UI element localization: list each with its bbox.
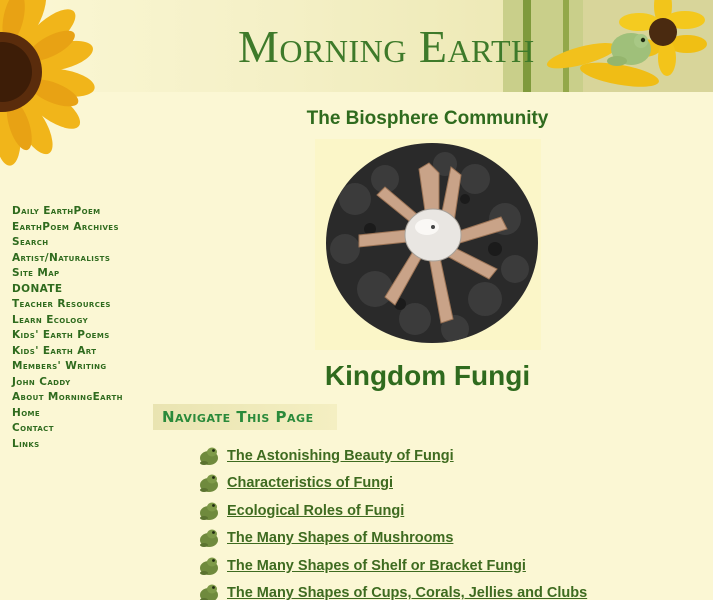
- frog-icon: [198, 445, 220, 467]
- site-title[interactable]: Morning Earth: [238, 21, 535, 72]
- frog-icon: [198, 472, 220, 494]
- earthstar-fungus-image: [315, 139, 541, 350]
- sidebar-item-earthpoem-archives[interactable]: EarthPoem Archives: [12, 220, 119, 233]
- link-shapes-mushrooms[interactable]: The Many Shapes of Mushrooms: [227, 530, 454, 547]
- page-link-list: [198, 442, 698, 600]
- sidebar-item-search[interactable]: Search: [12, 236, 49, 248]
- navigate-section-label: Navigate This Page: [153, 404, 337, 430]
- frog-icon: [198, 555, 220, 577]
- sidebar-item-contact[interactable]: Contact: [12, 422, 54, 434]
- sidebar-item-daily-earthpoem[interactable]: Daily EarthPoem: [12, 205, 101, 217]
- list-item: [198, 497, 698, 525]
- frog-icon: [198, 582, 220, 600]
- sidebar-item-teacher-resources[interactable]: Teacher Resources: [12, 298, 111, 310]
- list-item: [198, 470, 698, 498]
- list-item: [198, 525, 698, 553]
- sunflower-image: [0, 0, 120, 200]
- list-item: [198, 442, 698, 470]
- link-shapes-shelf-fungi[interactable]: The Many Shapes of Shelf or Bracket Fungi: [227, 557, 526, 574]
- sidebar-item-artist-naturalists[interactable]: Artist/Naturalists: [12, 251, 111, 264]
- page-title: Kingdom Fungi: [324, 360, 531, 391]
- link-characteristics[interactable]: Characteristics of Fungi: [227, 475, 393, 492]
- sidebar-item-home[interactable]: Home: [12, 406, 41, 419]
- link-astonishing-beauty[interactable]: The Astonishing Beauty of Fungi: [227, 447, 454, 464]
- sidebar-item-donate[interactable]: DONATE: [12, 282, 63, 295]
- sidebar-nav: [12, 204, 152, 452]
- sidebar-item-kids-earth-art[interactable]: Kids' Earth Art: [12, 344, 97, 357]
- sidebar-item-members-writing[interactable]: Members' Writing: [12, 360, 107, 372]
- sidebar-item-about-morningearth[interactable]: About MorningEarth: [12, 391, 123, 403]
- sidebar-item-kids-earth-poems[interactable]: Kids' Earth Poems: [12, 329, 110, 341]
- link-ecological-roles[interactable]: Ecological Roles of Fungi: [227, 502, 405, 519]
- list-item: [198, 552, 698, 580]
- frog-icon: [198, 500, 220, 522]
- list-item: [198, 580, 698, 600]
- sidebar-item-learn-ecology[interactable]: Learn Ecology: [12, 313, 89, 326]
- sidebar-item-john-caddy[interactable]: John Caddy: [12, 375, 71, 388]
- frog-icon: [198, 527, 220, 549]
- sidebar-item-site-map[interactable]: Site Map: [12, 267, 60, 279]
- link-shapes-cups-corals[interactable]: The Many Shapes of Cups, Corals, Jellies and Clubs: [227, 585, 588, 600]
- page-subtitle: The Biosphere Community: [306, 108, 549, 129]
- sidebar-item-links[interactable]: Links: [12, 437, 40, 450]
